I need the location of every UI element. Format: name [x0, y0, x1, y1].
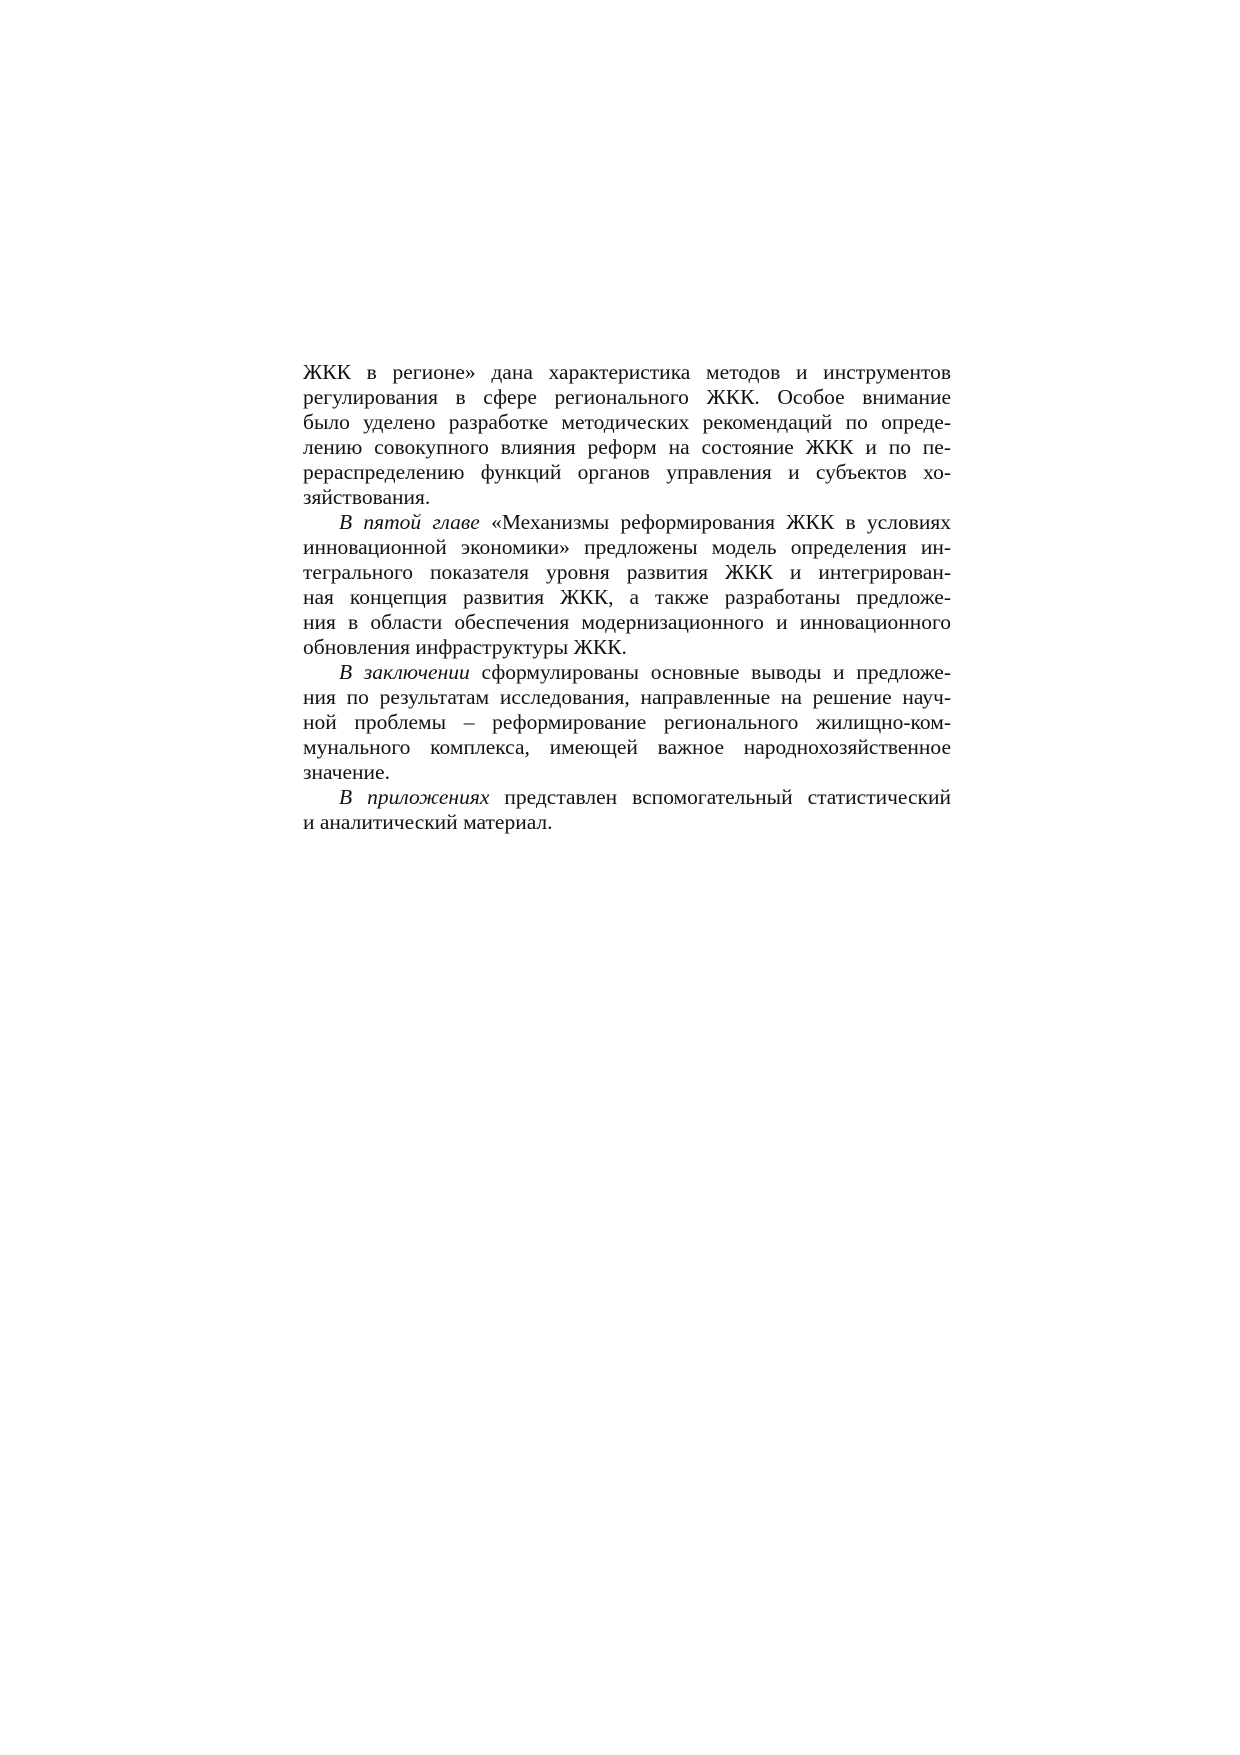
italic-lead: В приложениях: [339, 785, 490, 809]
text-line: лению совокупного влияния реформ на состояние ЖКК и по пе-: [303, 435, 951, 459]
text-line: и аналитический материал.: [303, 810, 553, 834]
text-line: ния в области обеспечения модернизационного и инновационного: [303, 610, 951, 634]
paragraph-1: [303, 360, 951, 510]
text-line: мунального комплекса, имеющей важное народнохозяйственное: [303, 735, 951, 759]
paragraph-2: [303, 510, 951, 660]
text-line: зяйствования.: [303, 485, 431, 509]
text-line: обновления инфраструктуры ЖКК.: [303, 635, 627, 659]
italic-lead: В пятой главе: [339, 510, 480, 534]
text-line: тегрального показателя уровня развития ЖКК и интегрирован-: [303, 560, 951, 584]
italic-lead: В заключении: [339, 660, 470, 684]
text-line: [303, 510, 951, 535]
text-line: ния по результатам исследования, направленные на решение науч-: [303, 685, 951, 709]
text-line: было уделено разработке методических рекомендаций по опреде-: [303, 410, 951, 434]
paragraph-4: [303, 785, 951, 835]
text-line: [303, 785, 951, 810]
text-line: инновационной экономики» предложены модель определения ин-: [303, 535, 951, 559]
paragraph-3: [303, 660, 951, 785]
text-run: сформулированы основные выводы и предложе-: [469, 660, 951, 684]
text-line: ЖКК в регионе» дана характеристика методов и инструментов: [303, 360, 951, 384]
text-line: [303, 660, 951, 685]
text-line: ная концепция развития ЖКК, а также разработаны предложе-: [303, 585, 951, 609]
text-line: регулирования в сфере регионального ЖКК. Особое внимание: [303, 385, 951, 409]
body-text: [303, 360, 951, 835]
text-run: «Механизмы реформирования ЖКК в условиях: [479, 510, 951, 534]
text-line: ной проблемы – реформирование регионального жилищно-ком-: [303, 710, 951, 734]
text-line: рераспределению функций органов управления и субъектов хо-: [303, 460, 951, 484]
text-line: значение.: [303, 760, 390, 784]
text-run: представлен вспомогательный статистический: [489, 785, 951, 809]
